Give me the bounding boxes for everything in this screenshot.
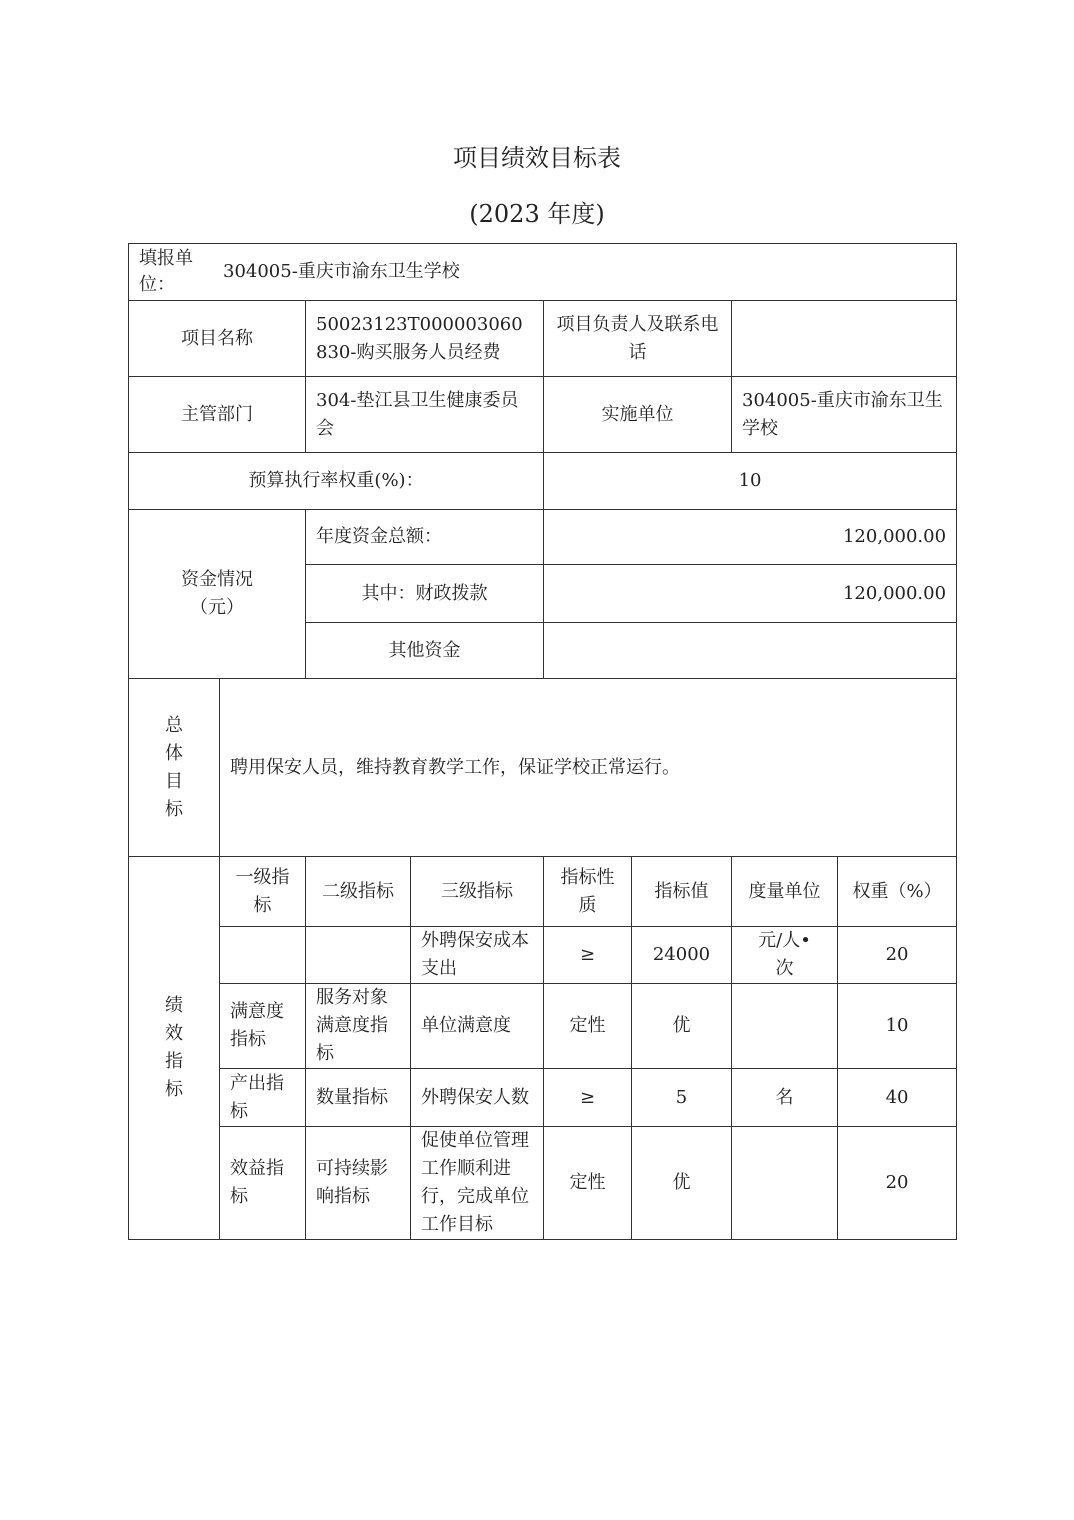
row-weight: 20 [838,1127,957,1240]
row-weight: 10 [838,984,957,1069]
row-weight: 40 [838,1069,957,1127]
contact-label: 项目负责人及联系电话 [544,301,732,377]
funds-total-row [129,510,957,565]
row-nature: 定性 [544,1127,632,1240]
row-level1: 效益指标 [220,1127,306,1240]
row-level3: 外聘保安成本支出 [411,927,544,984]
header-value: 指标值 [632,857,732,927]
impl-value: 304005-重庆市渝东卫生学校 [732,377,957,453]
row-nature: ≥ [544,927,632,984]
row-level2: 数量指标 [306,1069,411,1127]
row-unit: 元/人•次 [732,927,838,984]
indicators-label: 绩 效 指 标 [129,857,220,1240]
funds-fiscal-value: 120,000.00 [544,565,957,623]
project-name-label: 项目名称 [129,301,306,377]
performance-target-table [128,243,957,1240]
row-weight: 20 [838,927,957,984]
header-unit: 度量单位 [732,857,838,927]
overall-goal-text: 聘用保安人员，维持教育教学工作，保证学校正常运行。 [220,679,957,857]
dept-label: 主管部门 [129,377,306,453]
contact-value [732,301,957,377]
row-unit [732,984,838,1069]
project-name-value: 50023123T000003060830-购买服务人员经费 [306,301,544,377]
row-value: 24000 [632,927,732,984]
row-level2 [306,927,411,984]
unit-value: 304005-重庆市渝东卫生学校 [223,261,460,282]
page-subtitle: (2023 年度) [469,200,605,228]
funds-other-value [544,623,957,679]
table-row [129,1127,957,1240]
funds-total-label: 年度资金总额： [306,510,544,565]
table-row [129,927,957,984]
header-nature: 指标性质 [544,857,632,927]
budget-rate-value: 10 [544,453,957,510]
row-nature: 定性 [544,984,632,1069]
row-level3: 单位满意度 [411,984,544,1069]
row-value: 优 [632,1127,732,1240]
header-weight: 权重（%） [838,857,957,927]
header-level3: 三级指标 [411,857,544,927]
row-level1 [220,927,306,984]
row-unit: 名 [732,1069,838,1127]
budget-rate-row [129,453,957,510]
row-value: 5 [632,1069,732,1127]
funds-fiscal-label: 其中：财政拨款 [306,565,544,623]
row-level2: 可持续影响指标 [306,1127,411,1240]
funds-total-value: 120,000.00 [544,510,957,565]
row-value: 优 [632,984,732,1069]
indicator-header-row [129,857,957,927]
row-level3: 外聘保安人数 [411,1069,544,1127]
department-row [129,377,957,453]
overall-goal-row [129,679,957,857]
row-level1: 产出指标 [220,1069,306,1127]
funds-label: 资金情况（元） [129,510,306,679]
dept-value: 304-垫江县卫生健康委员会 [306,377,544,453]
row-level1: 满意度指标 [220,984,306,1069]
budget-rate-label: 预算执行率权重(%)： [129,453,544,510]
table-row [129,984,957,1069]
row-level3: 促使单位管理工作顺利进行，完成单位工作目标 [411,1127,544,1240]
project-name-row [129,301,957,377]
impl-label: 实施单位 [544,377,732,453]
row-unit [732,1127,838,1240]
overall-goal-label: 总 体 目 标 [129,679,220,857]
row-nature: ≥ [544,1069,632,1127]
row-level2: 服务对象满意度指标 [306,984,411,1069]
header-level1: 一级指标 [220,857,306,927]
header-level2: 二级指标 [306,857,411,927]
table-row [129,1069,957,1127]
unit-row [129,244,957,301]
unit-label: 填报单位： [139,248,193,295]
funds-other-label: 其他资金 [306,623,544,679]
page-title: 项目绩效目标表 [453,144,621,172]
